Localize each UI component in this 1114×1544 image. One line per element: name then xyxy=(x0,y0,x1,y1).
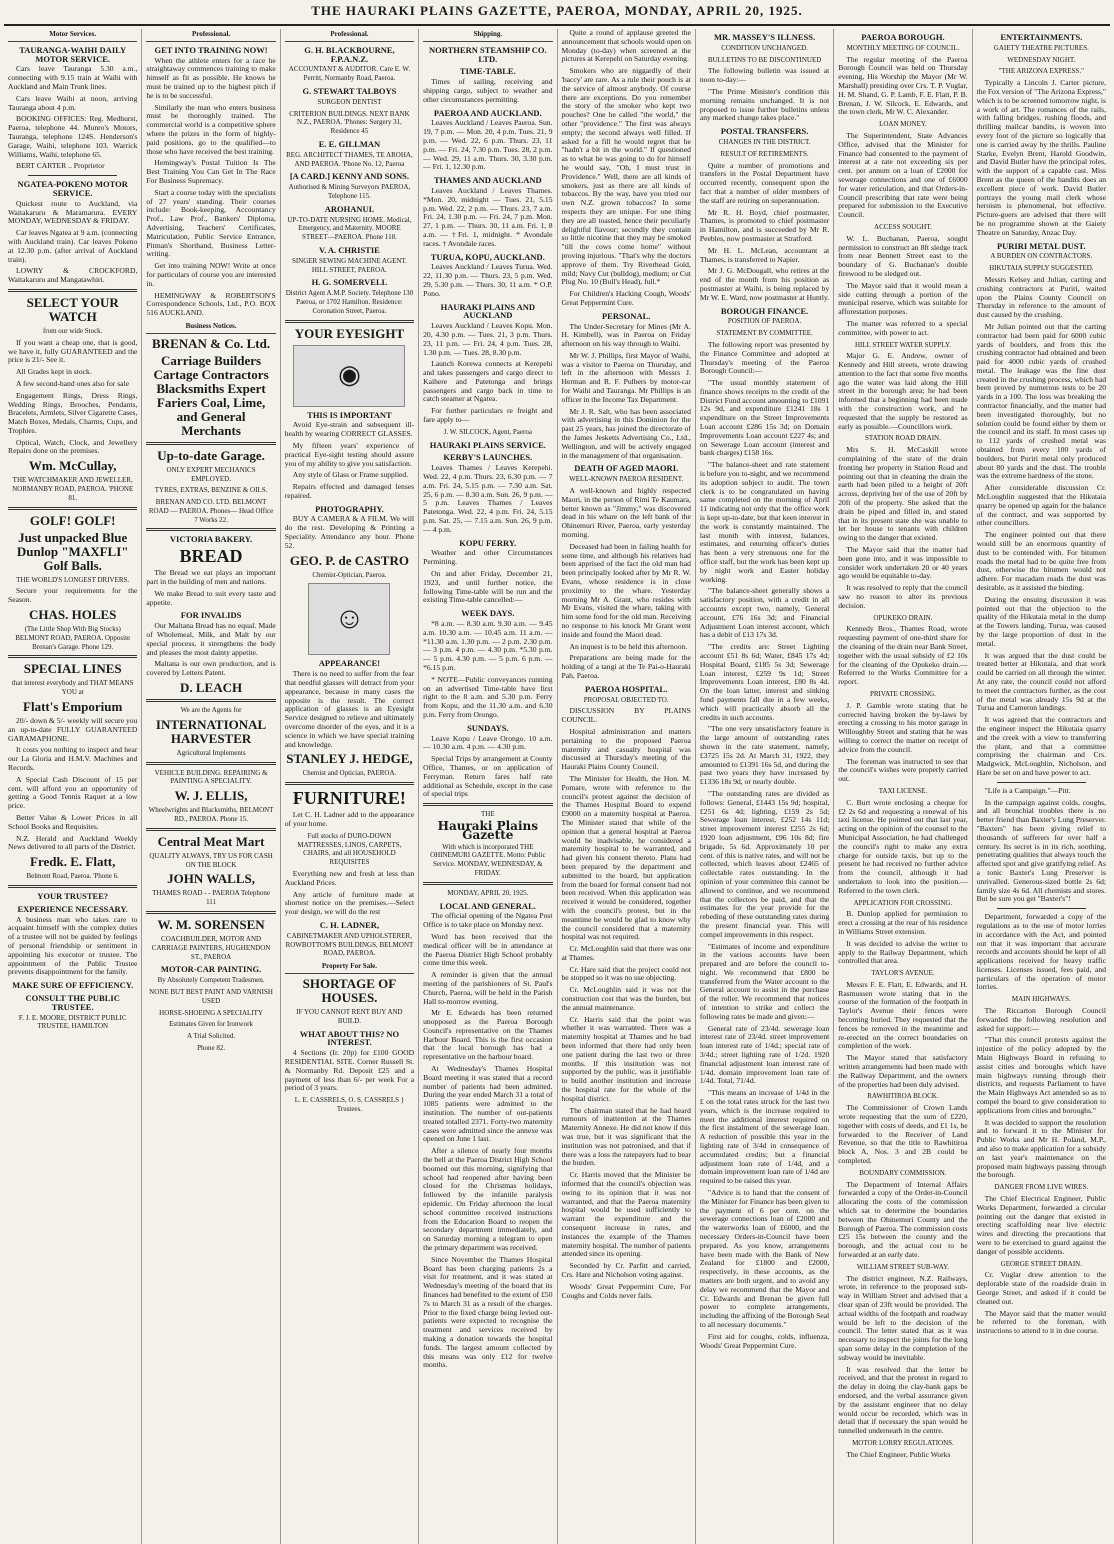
ad-title: FURNITURE! xyxy=(292,788,406,809)
ad-text: Special Trips by arrangement at County Office, Thames, or on application of Ferryman. Return fares half rate additional as Schedule, except in the case of special trips xyxy=(423,754,553,799)
article-text: The Superintendent, State Advances Office, advised that the Minister for Finance had consented to the payment of interest at a rate not exceeding six per cent. per annum on a loan of £2000 for sewerage connections and one of £6000 for water reticulation, and that Orders-in-Council prescribing that rate were being prepared for submission to the Executive Council. xyxy=(838,130,968,220)
ad-subtitle: UP-TO-DATE NURSING HOME. Medical, Emergency, and Maternity. MOORE STREET—PAEROA. Phone 118. xyxy=(287,215,412,242)
ad-title: Flatt's Emporium xyxy=(23,699,123,715)
ad-subtitle: Phone 82. xyxy=(197,1043,226,1052)
article-text: Word has been received that the medical officer will be in attendance at the Paeroa District High School probably come time this week. xyxy=(423,931,553,968)
article-text: Messrs F. E. Flatt, E. Edwards, and H. Rasmussen wrote stating that in the course of the formation of the footpath in Taylor's Avenue their fences were becoming buried. They requested that the fences be removed in the meantime and re-erected on the correct boundaries on completion of the work. xyxy=(838,979,968,1051)
article-text: Hospital administration and matters pertaining to the proposed Paeroa maternity and casualty hospital was discussed at Thursday's meeting of the Hauraki Plains County Council. xyxy=(561,726,691,772)
ad-heading: APPEARANCE! xyxy=(318,658,381,669)
article-text: First aid for coughs, colds, influenza, Woods' Great Peppermint Cure. xyxy=(699,1331,830,1350)
ad-text: Leaves Auckland / Leaves Turua. Wed. 22, 11.30 p.m. — Thurs. 23, 5 p.m. Wed. 29, 5.30 p.m. — Thurs. 30, 11 a.m. * O.P. Pono. xyxy=(423,262,553,298)
ad-subtitle: Belmont Road, Paeroa. 'Phone 6. xyxy=(26,872,119,881)
article-text: The Mayor said that it would mean a side cutting through a portion of the municipal reserve, which was suitable for afforestation purposes. xyxy=(838,280,968,317)
column-6 xyxy=(696,29,834,1544)
ad-subtitle: L. E. CASSRELS, O. S. CASSRELS } Trustees. xyxy=(294,1096,405,1113)
ad-text: The Bread we eat plays an important part in the building of men and nations. xyxy=(146,568,276,587)
ad-text: On and after Friday, December 21, 1923, and until further notice, the following Time-table will be run and the existing Time-table cancelled:— xyxy=(423,569,553,605)
ad-text: Avoid Eye-strain and subsequent ill-health by wearing CORRECT GLASSES. xyxy=(284,420,415,439)
column-1 xyxy=(4,29,142,1544)
ad-title: Wm. McCullay, xyxy=(28,458,117,474)
article-subheading: POSITION OF PAEROA. xyxy=(727,317,802,326)
ad-heading: MAKE SURE OF EFFICIENCY. xyxy=(12,980,134,991)
article-text: Mr J. G. McDougall, who retires at the end of the month from his position as postmaster at Waihi, is being replaced by Mr W. E. Ward, now postmaster at Huntly. xyxy=(699,266,830,302)
article-text: The foreman was instructed to see that the council's wishes were properly carried out. xyxy=(838,756,968,784)
article-heading: PURIRI METAL DUST. xyxy=(996,240,1086,251)
ad-text: 20/- down & 5/- weekly will secure you an up-to-date FULLY GUARANTEED GARAMAPHONE. xyxy=(8,716,138,743)
ad-heading: WEEK DAYS. xyxy=(461,608,515,619)
section-heading: Shipping. xyxy=(423,29,552,42)
article-text: Major G. E. Andrew, owner of Kennedy and Hill streets, wrote drawing attention to the fact that some five months ago the water was laid along the Hill street in the borough area; he had been informed that a beginning had been made with the construction work, and he requested that the supply be restored as early as possible.—Councillors work. xyxy=(838,351,968,431)
ad-heading: GET INTO TRAINING NOW! xyxy=(154,44,268,55)
ad-heading: THAMES AND AUCKLAND xyxy=(433,175,542,186)
ad-heading: HAURAKI PLAINS SERVICE. xyxy=(429,439,546,450)
ad-text: Any article of furniture made at shortest notice on the premises.—Select your design, we will do the rest xyxy=(284,889,415,917)
ad-heading: FOR INVALIDS xyxy=(180,610,242,621)
article-heading: DEATH OF AGED MAORI. xyxy=(574,463,679,474)
ad-text: N.Z. Herald and Auckland Weekly News delivered to all parts of the District. xyxy=(8,833,138,852)
article-text: In the campaign against colds, coughs, and all bronchial troubles there is no better friend than Baxter's Lung Preserver. "Baxters" has been giving relief to thousands of sufferers for over half a century. Its secret is in its rich, soothing, penetrating qualities that always touch the affected spot and give gratifying relief. As a tonic Baxter's Lung Preserver is unrivalled. Generous-sized bottle 2s 6d; family size 4s 6d. All chemists and stores. But be sure you get "Baxter's"! xyxy=(976,797,1106,904)
article-text: "Advice is to hand that the consent of the Minister for Finance has been given to the payment of 6 per cent. on the sewerage connections loan of £2000 and the waterworks loan of £6000, and the necessary Orders-in-Council have been prepared. As you know, arrangements have been made with the Bank of New Zealand for £1800 and £2000, respectively, in these accounts, as the matters are both urgent, and to avoid any delay we recommend that the Mayor and Cr. Edwards and Brenan be given full power to complete arrangements, including the affixing of the Borough Seal to all necessary documents." xyxy=(699,1188,830,1329)
article-text: "Life is a Campaign."—Pitt. xyxy=(984,785,1071,795)
ad-text: A business man who takes care to acquaint himself with the complex duties of a trustee will not be guided by feelings of personal friendship or sentiment in appointing his executor or trustee. The appointment of the Public Trustee prevents disappointment for the family. xyxy=(8,914,138,977)
ad-heading: C. H. LADNER, xyxy=(319,920,380,930)
ad-text: There is no need to suffer from the fear that needful glasses will detract from your appearance, because in many cases the opposite is the result. The correct application of glasses is an Eyesight Service designed to relieve and ultimately overcome disorder of the eyes, and it is a science in which we have special training and knowledge. xyxy=(284,669,415,749)
ad-title: BREAD xyxy=(179,546,243,567)
article-text: For Children's Hacking Cough, Woods' Great Peppermint Cure. xyxy=(561,289,691,307)
article-text: "The balance-sheet generally shows a satisfactory position, with a credit in all accounts except two, namely, General account, £76 16s 3d; and Financial Adjustment Loan interest account, which has a debit of £13 17s 3d. xyxy=(699,586,830,640)
article-text: Kennedy Bros., Thames Road, wrote requesting payment of one-third share for the cleaning of the drain near Bank Street, together with the usual subsidy of £2 10s for the cleaning of the Opukeko drain.—Referred to the Works Committee for a report. xyxy=(838,624,968,687)
ad-title: JOHN WALLS, xyxy=(167,871,256,887)
ad-heading: TURUA, KOPU, AUCKLAND. xyxy=(430,251,545,262)
ad-subtitle: Full stocks of DURO-DOWN MATTRESSES, LINOS, CARPETS, CHAIRS, and all HOUSEHOLD REQUISITES xyxy=(297,831,402,867)
article-subheading: PROPOSAL OBJECTED TO. xyxy=(583,695,669,704)
ad-text: Weather and other Circumstances Permitting. xyxy=(423,548,553,567)
ad-text: LOWRY & CROCKFORD, Waitakaruru and Mangatawhiri. xyxy=(8,266,138,285)
ad-subtitle: Authorised & Mining Surveyors PAEROA, Telephone 115. xyxy=(288,183,411,200)
article-heading: ENTERTAINMENTS. xyxy=(1000,32,1083,42)
article-text: Messrs Kelsey and Julian, carting and crushing contractors at Puriri, waited upon the Plains County Council on Thursday in reference to the amount of dust caused by the crushing. xyxy=(976,274,1106,320)
ad-text: 4 Sections (Ir. 20p) for £100 GOOD RESIDENTIAL SITE. Corner Russell St. & Normanby Rd. Deposit £25 and a payment of less than 6/- per week For a period of 3 years. xyxy=(284,1048,415,1093)
newspaper-logo: Hauraki Plains Gazette xyxy=(437,818,538,842)
ad-text: Cars leave Tauranga 5.30 a.m., connecting with 9.15 train at Waihi with Auckland and Main Trunk lines. xyxy=(8,64,138,91)
article-subheading: CHANGES IN THE DISTRICT. xyxy=(718,137,811,146)
ad-subtitle: (The Little Shop With Big Stocks) BELMONT ROAD, PAEROA. Opposite Brenan's Garage. Phone 129. xyxy=(15,625,131,651)
ad-title: Up-to-date Garage. xyxy=(157,447,265,463)
article-subheading: GAIETY THEATRE PICTURES. xyxy=(993,43,1089,52)
article-text: The Under-Secretary for Mines (Mr A. H. Kimbell), was in Paeroa on Friday afternoon on his way through to Waihi. xyxy=(561,321,691,349)
article-text: Woods' Great Peppermint Cure, For Coughs and Colds never fails. xyxy=(561,1281,691,1300)
ad-text: Leave Kopu / Leave Orongo. 10 a.m. — 10.30 a.m. 4 p.m. — 4.30 p.m. xyxy=(423,733,553,752)
article-text: A well-known and highly respected Maori, in the person of Rimi Te Kaumara, better known as "Jimmy," was discovered dead in his whare on the left bank of the Ohinemuri River, Paeroa, early yesterday morning. xyxy=(561,486,691,540)
article-text: Mrs S. H. McCaskill wrote complaining of the state of the drain fronting her property in Station Road and pointing out that in cleaning the drain the earth had been piled to a height of 20ft across, depriving her of the use of 20ft by 20ft of the property. She asked that the drain be piped and filled in, and stated that in its present state she was unable to let her house to tenants with children owing to the danger that existed. xyxy=(838,445,968,543)
article-subheading: BOUNDARY COMMISSION. xyxy=(859,1168,947,1177)
article-subheading: BULLETINS TO BE DISCONTINUED xyxy=(707,55,822,64)
article-text: The engineer pointed out that there would still be an enormous quantity of dust to be contended with. For bitumen roads the metal had to be quite free from dust, otherwise the bitumen would not adhere. For macadam roads the dust was desirable, as it assisted the binding. xyxy=(976,530,1106,593)
ad-subtitle: We are the Agents for xyxy=(180,706,242,715)
article-text: Mr R. H. Boyd, chief postmaster, Thames, is promoted to chief postmaster in Hamilton, and is succeeded by Mr R. Peebles, now postmaster at Stratford. xyxy=(699,207,830,243)
article-text: It was resolved that the letter be received, and that the protest in regard to the delay in doing the clay-bank gaps be endorsed, and the verbal assurance given by the assistant engineer that no delay would occur be recorded, which was in detail that if necessary the span would be tunnelled underneath in the centre. xyxy=(838,1364,968,1436)
article-text: "Estimates of income and expenditure in the various accounts have been prepared and are before the council to-night. We recommend that £800 be transferred from the Water account to the General account to assist in the purchase of the roller. We recommend that notices of intention to strike and collect the following rates be made and given:— xyxy=(699,941,830,1021)
article-subheading: WILLIAM STREET SUB-WAY. xyxy=(856,1262,950,1271)
ad-title: Carriage Builders Cartage Contractors Blacksmiths Expert Fariers Coal, Lime, and General Merchants xyxy=(153,352,269,438)
ad-subtitle: A Trial Solicited. xyxy=(187,1032,236,1041)
article-text: DISCUSSION BY PLAINS COUNCIL. xyxy=(561,706,691,725)
section-heading: Professional. xyxy=(146,29,275,42)
ad-text: Times of sailing, receiving and shipping cargo, subject to weather and other circumstances permitting. xyxy=(423,77,553,104)
ad-heading: EXPERIENCE NECESSARY. xyxy=(17,903,128,914)
article-subheading: A BURDEN ON CONTRACTORS. xyxy=(990,252,1093,261)
article-text: An inquest is to be held this afternoon. xyxy=(569,641,688,651)
article-text: The Chief Electrical Engineer, Public Works Department, forwarded a circular pointing out the danger that existed in erecting scaffolding near live electric wires and directing the precautions that were to be exercised to guard against the danger of possible accidents. xyxy=(976,1194,1106,1256)
article-text: Cr. Harris moved that the Minister be informed that the council's objection was owing to its opinion that it was not warranted, and that the Paeroa maternity hospital would be used sufficiently to warrant the expenditure and the consequent increase in rates, and instances the example of the Thames maternity hospital. The number of patients attended since its opening. xyxy=(561,1170,691,1259)
ad-heading: YOUR TRUSTEE? xyxy=(37,891,109,901)
article-subheading: MOTOR LORRY REGULATIONS. xyxy=(852,1438,954,1447)
ad-title: W. M. SORENSEN xyxy=(157,917,265,933)
column-4 xyxy=(419,29,557,1544)
article-subheading: APPLICATION FOR CROSSING. xyxy=(853,898,953,907)
ad-text: *8 a.m. — 8.30 a.m. 9.30 a.m. — 9.45 a.m. 10.30 a.m. — 10.45 a.m. 11 a.m. — *11.30 a.m. 1.30 p.m. — 2 p.m. 2.30 p.m. — 3 p.m. 4 p.m. — 4.30 p.m. *5.30 p.m. — 5 p.m. 4.30 p.m. — 5 p.m. 6 p.m. — *6.15 p.m. xyxy=(423,619,553,672)
portrait-illustration xyxy=(308,583,390,655)
ad-subtitle: SURGEON DENTIST xyxy=(317,97,382,106)
ad-subtitle: Estimates Given for Ironwork xyxy=(169,1020,253,1029)
ad-text: Everything new and fresh at less than Auckland Prices. xyxy=(284,869,415,887)
article-text: A reminder is given that the annual meeting of the parishioners of St. Paul's Church, Paeroa, will be held in the Parish Hall to-morrow evening. xyxy=(423,970,553,1006)
article-subheading: WEDNESDAY NIGHT. xyxy=(1007,55,1076,64)
ad-heading: HAURAKI PLAINS AND AUCKLAND xyxy=(440,301,536,321)
ad-text: Similarly the man who enters business must be thoroughly trained. The commercial world is a competitive sphere where the prizes in the form of highly-paid positions, go to the qualified—to those who have received the best training. xyxy=(146,102,276,156)
ad-text: Repairs effected and damaged lenses repaired. xyxy=(284,482,415,500)
ad-subtitle: Chemist-Optician, Paeroa. xyxy=(312,570,387,579)
eye-illustration xyxy=(293,345,405,407)
ad-text: BUY A CAMERA & A FILM. We will do the rest. Developing & Printing a Speciality. Attendance any hour. Phone 52. xyxy=(284,514,415,550)
ad-heading: PHOTOGRAPHY. xyxy=(315,503,384,514)
ad-text: Leaves Auckland / Leaves Thames. *Mon. 20, midnight — Tues. 21, 5.15 p.m. Wed. 22, 2 p.m. — Thurs. 23, 7 a.m. Fri. 24, 1.30 p.m. — Fri. 24, 7 p.m. Mon. 27, 1 p.m. — Thurs. 30, 11 a.m. Fri. 1, 8 a.m. — †Fri. 1, midnight. * Avondale races. † Avondale races. xyxy=(423,185,553,248)
article-heading: POSTAL TRANSFERS. xyxy=(720,126,809,137)
ad-title: D. LEACH xyxy=(180,680,243,696)
article-text: "That this council protests against the injustice of the policy adopted by the Main Highways Board in refusing to assist cities and boroughs which have main highways running through their districts, and requests Parliament to have the Main Highways Act amended so as to compel the board to give consideration to applications from cities and boroughs." xyxy=(976,1035,1106,1115)
ad-subtitle: ONLY EXPERT MECHANICS EMPLOYED. xyxy=(166,465,256,483)
article-text: Cr. Vuglar drew attention to the deplorable state of the roadside drain in George Street, and asked if it could be cleaned out. xyxy=(976,1270,1106,1306)
section-heading: Professional. xyxy=(285,29,414,42)
ad-subtitle: Chemist and Optician, PAEROA. xyxy=(302,769,397,778)
article-text: The matter was referred to a special committee, with power to act. xyxy=(838,318,968,337)
ad-text: When the athlete enters for a race he straightaway commences training to make himself as fit as possible. He knows he must be trained up to the highest pitch if he is to be successful. xyxy=(146,55,276,100)
ad-text: Leaves Auckland / Leaves Kopu. Mon. 20, 4.30 p.m. — Tues. 21, 3 p.m. Thurs. 23, 11 p.m. — Fri. 24, 4 p.m. Tues. 28, 1.30 p.m. — Tues. 28, 8.30 p.m. xyxy=(423,321,553,357)
article-text: Department, forwarded a copy of the regulations as to the use of motor lorries in accordance with the Act, and pointed out that it was important that accurate records and accounts should be kept of all applications received for heavy traffic licenses. Licenses issued, fees paid, and particulars of the operation of motor lorries. xyxy=(976,912,1106,992)
ad-title: W. J. ELLIS, xyxy=(174,788,248,804)
article-text: After a silence of nearly four months the bell at the Paeroa District High School boomed out this morning, signifying that school had reopened after having been closed for the Christmas holidays, followed by the infantile paralysis epidemic. On Friday afternoon the local school committee received instructions from the Education Board to reopen the secondary department immediately, and on Saturday morning a telegram to open the primary department was received. xyxy=(423,1146,553,1253)
ad-text: We make Bread to suit every taste and appetite. xyxy=(146,588,276,607)
article-text: Mr J. R. Salt, who has been associated with advertising in this Dominion for the past 25 years, has joined the directorate of the James Jesketts Advertising Co., Ltd., Wellington, and will be actively engaged in the management of that organisation. xyxy=(561,406,691,460)
ad-title: SPECIAL LINES xyxy=(23,661,122,677)
ad-text: BOOKING OFFICES: Reg. Medhurst, Paeroa, telephone 44. Munro's Motors, Tauranga, telephone 124S. Henderson's Garage, Waihi, telephone 103. Warrick Williams, Waihi, telephone 65. xyxy=(8,114,138,159)
ad-text: Let C. H. Ladner add to the appearance of your home. xyxy=(284,810,415,829)
ad-title: Central Meat Mart xyxy=(157,833,265,849)
ad-text: HEMINGWAY & ROBERTSON'S Correspondence Schools, Ltd., P.O. BOX 516 AUCKLAND. xyxy=(146,290,276,318)
ad-text: Start a course today with the specialists of 27 years' standing. Their courses include: Book-keeping, Accountancy Prof., Law Prof., Bankers' Diploma, Advertising, Teachers' Certificates, Matriculation, Public Service Entrance, Pitman's Shorthand, Business Letter-writing. xyxy=(146,187,276,259)
article-text: The following report was presented by the Finance Committee and adopted at Thursday's meeting of the Paeroa Borough Council:— xyxy=(699,339,830,376)
ad-text: Leaves Auckland / Leaves Paeroa. Sun. 19, 7 p.m. — Mon. 20, 4 p.m. Tues. 21, 9 p.m. — Wed. 22, 6 p.m. Thurs. 23, 11 p.m. — Fri. 24, 7.30 p.m. Tues. 28, 2 p.m. — Wed. 29, 11 a.m. Thurs. 30, 3.30 p.m. — Fri. 1, 12.30 p.m. xyxy=(423,118,553,172)
article-text: During the ensuing discussion it was pointed out that the objection to the quality of the Hikutaia metal in the dump at the Towers landing, Turua, was caused by the large proportion of dust in the metal. xyxy=(976,594,1106,648)
ad-heading: SUNDAYS. xyxy=(467,722,509,733)
article-text: "The credits are: Street Lighting account £51 8s 6d; Water, £845 17s 4d; Hospital Board, £185 5s 3d; Sewerage Loan interest, £259 9s 1d; Street Improvements Loan interest, £80 8s 4d. On the loan latter, interest and sinking fund payments fall due in a few weeks, which will practically absorb all the credits in such accounts. xyxy=(699,642,830,722)
article-subheading: RAWHITIROA BLOCK. xyxy=(867,1092,939,1101)
article-subheading: TAYLOR'S AVENUE. xyxy=(871,969,935,978)
ad-title: BRENAN & Co. Ltd. xyxy=(152,335,271,351)
ad-text: Quickest route to Auckland, via Waitakaruru & Maramarura. EVERY MONDAY, WEDNESDAY & FRIDAY. xyxy=(8,198,138,226)
ad-text: If you want a cheap one, that is good, we have it, fully GUARANTEED and the price is 21/- See it. xyxy=(8,337,138,365)
ad-title: CHAS. HOLES xyxy=(28,607,117,623)
article-text: The Mayor said that the matter would be referred to the foreman, with instructions to attend to it in due course. xyxy=(976,1308,1106,1336)
ad-title: Just unpacked Blue Dunlop "MAXFLI" Golf Balls. xyxy=(16,529,129,573)
article-text: Preparations are being made for the holding of a tangi at the Te Pai-o-Hauraki Pah, Paeroa. xyxy=(561,653,691,680)
ad-title: GEO. P. de CASTRO xyxy=(289,552,409,568)
ad-text: Our Maltana Bread has no equal. Made of Wholemeal, Milk, and Malt by our special process, it strengthens the body and pleases the most dainty appetite. xyxy=(146,621,276,657)
article-heading: PAEROA BOROUGH. xyxy=(861,32,945,42)
article-text: The official opening of the Ngatea Post Office is to take place on Monday next. xyxy=(423,911,553,930)
ad-heading: NGATEA-POKENO MOTOR SERVICE. xyxy=(17,179,128,198)
article-text: General rate of 23/4d. sewerage loan interest rate of 23/4d. street improvement loan interest rate of 1/4d.; special rate of 3/4d.; street lighting rate of 1/2d. 1920 financial adjustment loan interest rate of 1/4d. domain improvement loan rate of 1/4d. Total, 71/4d. xyxy=(699,1023,830,1086)
ad-title: YOUR EYESIGHT xyxy=(294,325,405,341)
ad-subtitle: VEHICLE BUILDING. REPAIRING & PAINTING A SPECIALITY. xyxy=(154,768,268,786)
article-text: Mr Julian pointed out that the carting contractor had been paid for 6000 cubic yards of boulders, and from this the crushing contractor had obtained and been paid for 4000 cubic yards of crushed metal. The leakage was the fine dust created in the crushing process, which had been proved by numerous tests to be 20 yards in a 100. The loss was breaking the contractor financially, and the matter had been investigated thoroughly, but no solution could be found either by them or the council and its staff. In most cases up to 112 yards of crushed metal was obtained from every 100 yards of boulders, but Puriri metal only produced about 80 yards and the dust. The trouble was the extreme hardness of the stone. xyxy=(976,321,1106,481)
article-text: Quite a round of applause greeted the announcement that schools would open on Monday (to-day) when screened at the pictures at Kerepehi on Saturday evening. xyxy=(561,29,691,64)
ad-subtitle: THE xyxy=(481,810,495,819)
section-heading: Property For Sale. xyxy=(285,961,414,974)
article-text: It was agreed that the contractors and the engineer inspect the Hikutaia quarry and the creek with a view to transferring the plant, and that a committee comprising the chairman and Crs. Madgwick, McLoughlin, Nicholson, and Hare be set on and have power to act. xyxy=(976,715,1106,777)
article-text: B. Dunlop applied for permission to erect a crossing at the rear of his residence in Williams Street extension. xyxy=(838,909,968,936)
ad-title: SHORTAGE OF HOUSES. xyxy=(302,975,397,1005)
ad-subtitle: REG. ARCHITECT THAMES, TE AROHA, AND PAEROA. 'Phone No. 12, Paeroa xyxy=(286,150,413,168)
article-text: The Commissioner of Crown Lands wrote requesting that the sum of £220, together with costs of deeds, and £1 1s, be forwarded to the Receiver of Land Revenue, so that the title to Rawhitiroa block A, Nos. 3 and 2B could be completed. xyxy=(838,1103,968,1166)
ad-text: A Special Cash Discount of 15 per cent. will afford you an opportunity of getting a Good Tennis Raquet at a low price. xyxy=(8,774,138,811)
article-subheading: PRIVATE CROSSING. xyxy=(869,689,936,698)
article-text: Smokers who are niggardly of their 'baccy' are rare. As a rule their pouch is at the service of almost anybody. Of course there are exceptions. Do you remember the story of the smoker who kept two pouches? One he called "the world," the other "providence." The first was always empty; the second always well filled. If asked for a fill he would regret that he "hadn't a bit in the world." If questioned as to what he was going to do for himself he would say, "Oh, I must trust in Providence." Well, there are all kinds of smokers, just as there are all kinds of tobaccos. By the way, have you tried our own N.Z. grown tobaccos? In some respects they are unique. For one thing they are all toasted, hence their peculiarly delightful flavour; secondly they contain so little nicotine that they may be smoked "till the cows come home" without proving injurious. "That's why the doctors approve of them. Try Riverhead Gold, mild; Navy Cut (bulldog), medium; or Cut Plug No. 10 (Bull's Head), full.* xyxy=(561,66,691,287)
section-heading: Business Notices. xyxy=(146,321,275,334)
ad-text: My fifteen years' experience of practical Eye-sight testing should assure you of my ability to give you satisfaction. xyxy=(284,440,415,468)
ad-subtitle: District Agent A.M.P. Society. Telephone 130 Paeroa, or 1702 Hamilton. Residence: Coronation Street, Paeroa. xyxy=(285,289,414,315)
article-subheading: GEORGE STREET DRAIN. xyxy=(1000,1259,1082,1268)
ad-subtitle: NONE BUT BEST PAINT AND VARNISH USED xyxy=(149,988,273,1005)
ad-heading: VICTORIA BAKERY. xyxy=(169,534,253,545)
ad-subtitle: QUALITY ALWAYS, TRY US FOR CASH ON THE BLOCK xyxy=(149,851,273,869)
article-text: Deceased had been in failing health for some time, and although his relatives had been apprised of the fact the old man had been principally looked after by Mr R. W. Evans, whose residence is in close proximity to the whare. Yesterday morning Mr A. Grant, who resides with Mr Evans, visited the whare, taking with him some food for the old man. Receiving no response to his knock Mr Grant went inside and found the Maori dead. xyxy=(561,541,691,639)
ad-heading: AROHANUI. xyxy=(324,203,375,214)
ad-subtitle: THE WORLD'S LONGEST DRIVERS. xyxy=(16,575,130,584)
article-subheading: MAIN HIGHWAYS. xyxy=(1011,995,1071,1004)
ad-heading: MOTOR-CAR PAINTING. xyxy=(160,964,262,975)
ad-text: Get into training NOW! Write at once for particulars of course you are interested in. xyxy=(146,261,276,288)
ad-text: A few second-hand ones also for sale xyxy=(16,378,130,388)
ad-subtitle: that interest everybody and THAT MEANS YOU at xyxy=(11,679,134,697)
ad-heading: PAEROA AND AUCKLAND. xyxy=(433,107,542,118)
article-subheading: CONDITION UNCHANGED. xyxy=(721,43,808,52)
eye-icon: ◉ xyxy=(338,360,361,390)
ad-text: BERT CARTER .. Proprietor xyxy=(16,161,105,171)
ad-heading: KOPU FERRY. xyxy=(459,537,517,548)
article-heading: BOROUGH FINANCE. xyxy=(720,305,809,316)
ad-subtitle: ACCOUNTANT & AUDITOR. Care E. W. Perritt, Normanby Road, Paeroa. xyxy=(288,65,411,83)
ad-text: For further particulars re freight and fare apply to— xyxy=(423,406,553,425)
ad-text: Cars leave Waihi at noon, arriving Tauranga about 4 p.m. xyxy=(8,93,138,112)
section-heading: Motor Services. xyxy=(8,29,137,42)
ad-heading: H. G. SOMERVELL xyxy=(311,277,388,288)
article-text: Typically a Lincoln J. Carter picture, the Fox version of "The Arizona Express," which is to be screened tomorrow night, is a work of art. The romances of the rails, with falling bridges, rushing floods, and thrilling mailcar bandits, is woven into every foot of the picture so logically that one is carried away by the thrills. Pauline Starke, Evelyn Brent, Harold Goodwin, and David Butler have the principal roles, with the support of a capable cast. Miss Brent as the queen of the bandits does an excellent piece of work. David Butler portrays the young mail clerk whose heroism is phenomenal, but effective. Picture-goers are advised that there will be no programme shown at the Gaiety Theatre on Saturday, Anzac Day. xyxy=(976,78,1106,237)
ad-text: Hemingway's Postal Tuition Is The Best Training You Can Get In The Race For Business Supremacy. xyxy=(146,158,276,185)
article-subheading: HIKUTAIA SUPPLY SUGGESTED. xyxy=(989,264,1094,273)
ad-subtitle: IF YOU CANNOT RENT BUY AND BUILD. xyxy=(296,1007,403,1025)
article-text: After considerable discussion Cr. McLoughlin suggested that the Hikutaia quarry be opened up again for the balance of the contract, and was supported by other councillors. xyxy=(976,483,1106,528)
ad-title: Fredk. E. Flatt, xyxy=(30,854,116,870)
article-text: It was argued that the dust could be treated better at Hikutaia, and that work could be carried on all through the winter. At any rate, the council could not afford to meet the contractors further, as the cost of the metal was already 15s 9d at the Turua and Cameron landings. xyxy=(976,650,1106,713)
column-5 xyxy=(558,29,696,1544)
article-subheading: MONTHLY MEETING OF COUNCIL. xyxy=(846,43,960,52)
article-subheading: RESULT OF RETIREMENTS. xyxy=(720,149,809,158)
ad-text: Secure your requirements for the Season. xyxy=(8,586,138,605)
ad-title: SELECT YOUR WATCH xyxy=(26,294,119,324)
article-text: Seconded by Cr. Parfitt and carried, Crs. Hare and Nicholson voting against. xyxy=(561,1261,691,1279)
article-text: Since November the Thames Hospital Board has been charging patients 2s a visit for treatment, and it was stated at Wednesday's meeting of the board that its finances had benefited to the extent of £50 7s to March 31 as a result of the charges. Prior to the fixed charge being levied out-patients were expected to recognise the treatment and services received by making a donation towards the hospital funds. The largest amount collected by this means was only £12 for twelve months. xyxy=(423,1254,553,1370)
article-text: The Riccarton Borough Council forwarded the following resolution and asked for support:— xyxy=(976,1006,1106,1033)
ad-text: Car leaves Ngatea at 9 a.m. (connecting with Auckland train). Car leaves Pokeno at 12.30 p.m. (after arrival of Auckland train). xyxy=(8,228,138,264)
ad-title: INTERNATIONAL HARVESTER xyxy=(155,716,267,746)
article-subheading: ACCESS SOUGHT. xyxy=(874,222,932,231)
article-text: The Mayor stated that satisfactory written arrangements had been made with the Railway Department, and the owners of the properties had been duly advised. xyxy=(838,1053,968,1089)
article-subheading: OPUKEKO DRAIN. xyxy=(873,613,933,622)
article-text: "The outstanding rates are divided as follows: General, £1443 15s 9d; hospital, £251 6s 4d; lighting, £159 2s 5d; Sewerage loan interest, £252 14s 11d; street improvement interest £255 2s 6d; 1920 loan adjustment, £96 10s 8d; fire brigade, 5s 6d. Approximately 10 per cent. of this is native rates, and will not be collected, which leaves about £2465 of collectable rates outstanding. In the opinion of your committee this cannot be allowed to continue, and we recommend that the collectors be paid, and that the estimates for the year provide for the rebeding of these outstanding rates during the present financial year. This will compel improvements in this respect. xyxy=(699,788,830,939)
ad-text: Engagement Rings, Dress Rings, Wedding Rings, Brooches, Pendants, Bracelets, Armlets, Silver Cigarette Cases, Match Boxes, Medals, Charms, Cups, and Trophies. xyxy=(8,390,138,435)
ad-title: GOLF! GOLF! xyxy=(29,512,116,528)
article-subheading: DANGER FROM LIVE WIRES. xyxy=(994,1183,1089,1192)
ad-heading: TAURANGA-WAIHI DAILY MOTOR SERVICE. xyxy=(19,44,127,64)
ad-subtitle: J. W. SILCOCK, Agent, Paeroa xyxy=(443,427,532,436)
ad-subtitle: from our wide Stock. xyxy=(42,326,103,335)
ad-subtitle: HORSE-SHOEING A SPECIALITY xyxy=(159,1008,263,1017)
ad-text: All Grades kept in stock. xyxy=(16,367,92,377)
column-8 xyxy=(973,29,1110,1544)
ad-subtitle: F. J. E. MOORE, DISTRICT PUBLIC TRUSTEE, HAMILTON xyxy=(18,1013,127,1031)
article-text: J. P. Gamble wrote stating that he corrected having broken the by-laws by erecting a crossing to his motor garage in Willoughby Street and stating that he was willing to correct the matter on receipt of advice from the council. xyxy=(838,700,968,754)
ad-heading: TIME-TABLE. xyxy=(459,66,516,77)
article-text: "The Prime Minister's condition this morning remains unchanged. It is not proposed to issue further bulletins unless any marked change takes place." xyxy=(699,86,830,123)
article-text: The regular meeting of the Paeroa Borough Council was held on Thursday evening, His Worship the Mayor (Mr W. Marshall) presiding over Crs. T. P. Vuglar, H. M. Shand, G. P. Lamb, F. E. Flatt, P. B. Brenan, J. W. Silcock, E. Edwards, and the town clerk, Mr W. C. Alexander. xyxy=(838,54,968,117)
ad-heading: E. E. GILLMAN xyxy=(318,138,381,149)
article-subheading: TAXI LICENSE. xyxy=(878,786,928,795)
ad-subtitle: THE WATCHMAKER AND JEWELLER, NORMANBY ROAD, PAEROA. 'PHONE 81. xyxy=(12,476,134,502)
ad-text: Maltana is our own production, and is covered by Letters Patent. xyxy=(146,659,276,678)
column-7 xyxy=(834,29,972,1544)
article-text: Mr W. J. Phillips, first Mayor of Waihi, was a visitor to Paeroa on Thursday, and left in the afternoon with Messrs J. Herman and R. F. Pulbers by motor-car for Waihi and Tauranga. Mr Phillips is an officer in the Income Tax Department. xyxy=(561,350,691,404)
article-text: The Chief Engineer, Public Works xyxy=(846,1449,951,1459)
ad-text: Launch Korewa connects at Kerepehi and takes passengers and cargo direct to Kaihere and Patetonga and brings passengers and cargo back in time to catch steamer at Ngatea. xyxy=(423,359,553,404)
ad-heading: CONSULT THE PUBLIC TRUSTEE. xyxy=(25,992,120,1012)
ad-heading: KERBY'S LAUNCHES. xyxy=(443,452,533,463)
ad-subtitle: SINGER SEWING MACHINE AGENT. HILL STREET, PAEROA. xyxy=(291,256,407,274)
article-text: Mr E. Edwards has been returned unopposed as the Paeroa Borough Council's representative on the Thames Harbour Board. This is the first occasion that the local borough has had a representative on the harbour board. xyxy=(423,1008,553,1062)
article-text: The Minister for Health, the Hon. M. Pomare, wrote with reference to the council's protest against the decision of the Thames Hospital Board to expend £9000 on a maternity hospital at Paeroa. The Minister stated that while of the opinion that a general hospital at Paeroa would be inadvisable, he considered a maternity hospital to be warranted, and had given his consent thereto. Plans had been prepared by the department and submitted to the board, but application from the board for formal consent had not been received. When this application was received it would be considered, together with the council's protest, but in the meantime he would be glad to know why the council considered that a maternity hospital was not required. xyxy=(561,773,691,942)
ad-subtitle: By Absolutely Competent Tradesmen. xyxy=(157,976,265,985)
article-text: Quite a number of promotions and transfers in the Postal Department have occurred recently, consequent upon the fact that a number of older members of the staff are retiring on superannuation. xyxy=(699,160,830,205)
ad-subtitle: Agricultural Implements xyxy=(176,748,246,757)
ad-heading: G. STEWART TALBOYS xyxy=(302,85,397,96)
column-3 xyxy=(281,29,419,1544)
ad-subtitle: BRENAN AND CO. LTD. BELMONT ROAD — PAEROA. Phones— Head Office 7 Works 22. xyxy=(148,498,274,524)
article-text: At Wednesday's Thames Hospital Board meeting it was stated that a record number of patients had been admitted. During the year ended March 31 a total of 1085 patients were admitted to the institution. The number of out-patients treated totalled 2371. Forty-two maternity cases were admitted since the annexe was opened on June 1 last. xyxy=(423,1064,553,1144)
article-text: "The balance-sheet and rate statement is before you to-night, and we recommend its adoption subject to audit. The town clerk is to be congratulated on having same completed on the morning of April 11 indicating not only that the office work is kept up-to-date, but that keen interest in the work is constantly maintained. The last month with interest, balances, estimates, and returning officer's duties has been a very strenuous one for the office staff, but the work has been kept up by night work and Easter holiday working. xyxy=(699,460,830,584)
ad-heading: G. H. BLACKBOURNE, F.P.A.N.Z. xyxy=(304,44,395,64)
article-text: Cr. Hare said that the project could not be stopped so it was no use objecting. xyxy=(561,964,691,983)
ad-subtitle: THAMES ROAD - - PAEROA Telephone 111 xyxy=(152,889,271,907)
ad-heading: THIS IS IMPORTANT xyxy=(307,409,392,420)
article-text: The Department of Internal Affairs forwarded a copy of the Order-in-Council allocating the costs of the commission which sat to determine the boundaries between the Ohinemuri County and the Borough of Paeroa. The commission costs £25 15s between the county and the borough, and the actual cost to be forwarded at an early date. xyxy=(838,1179,968,1259)
article-subheading: "THE ARIZONA EXPRESS." xyxy=(998,67,1084,76)
dateline: MONDAY, APRIL 20, 1925. xyxy=(447,888,529,897)
article-subheading: STATION ROAD DRAIN. xyxy=(865,434,941,443)
ad-heading: WHAT ABOUT THIS? NO INTEREST. xyxy=(299,1028,400,1048)
column-2 xyxy=(142,29,280,1544)
article-text: W. L. Buchanan, Paeroa, sought permission to construct an 8ft sledge track from near Bennett Street east to the boundary of G. Buchanan's double firewood to be sledged out. xyxy=(838,233,968,278)
ad-subtitle: CABINETMAKER AND UPHOLSTERER, ROWBOTTOM'S BUILDINGS, BELMONT ROAD, PAEROA. xyxy=(285,931,414,958)
ad-text: It costs you nothing to inspect and hear our La Gloria and H.M.V. Machines and Records. xyxy=(8,745,138,773)
article-heading: PERSONAL. xyxy=(601,310,651,321)
article-heading: PAEROA HOSPITAL. xyxy=(585,683,668,694)
ad-text: Any style of Glass or Frame supplied. xyxy=(292,470,409,480)
article-text: C. Burt wrote enclosing a cheque for £2 2s 6d and requesting a renewal of his taxi license. He pointed out that last year, acting on the opinion of the counsel to the Municipal Association, he had challenged the council's right to make any extra charge for outside taxis, but up to the present he had received no further advice from the council, although it had undertaken to look into the position.—Referred to the town clerk. xyxy=(838,797,968,895)
article-subheading: HILL STREET WATER SUPPLY. xyxy=(854,340,951,349)
ad-text: Optical, Watch, Clock, and Jewellery Repairs done on the premises. xyxy=(8,437,138,456)
article-text: It was resolved to reply that the council saw no reason to alter its previous decision. xyxy=(838,583,968,610)
ad-subtitle: Wheelwrights and Blacksmiths, BELMONT RD., PAEROA. Phone 15. xyxy=(148,806,274,824)
article-text: The following bulletin was issued at noon to-day:— xyxy=(699,66,830,85)
ad-text: Leaves Thames / Leaves Kerepehi. Wed. 22, 4 p.m. Thurs. 23, 6.30 p.m. — 7 a.m. Fri. 24, 5.15 p.m. — 7.30 a.m. Sat. 25, 6 p.m. — 8.30 a.m. Sun. 26, 9 p.m. — 5 p.m. Leaves Thames / Leaves Patetonga. Wed. 22, 4 p.m. Fri. 24, 5.15 p.m. Sat. 25, — 7.15 a.m. Sun. 26, 9 p.m. — 4 p.m. xyxy=(423,463,553,534)
ad-title: STANLEY J. HEDGE, xyxy=(286,751,413,767)
portrait-icon: ☺ xyxy=(334,602,365,636)
columns xyxy=(4,29,1110,1544)
ad-heading: V. A. CHRISTIE xyxy=(319,244,380,255)
article-text: The district engineer, N.Z. Railways, wrote, in reference to the proposed sub-way in William Street and advised that a clear span of 23ft would be provided. The actual widths of the footpath and roadway would be left to the decision of the council. The letter stated that as it was necessary to inspect the joints for the long span some delay in the completion of the subway would be inevitable. xyxy=(838,1273,968,1362)
article-subheading: LOAN MONEY. xyxy=(879,120,927,129)
article-heading: MR. MASSEY'S ILLNESS. xyxy=(714,32,816,42)
article-text: "The one very unsatisfactory feature is the large amount of outstanding rates shown in the rate statement, namely, £3725 15s 2d. At March 31, 1922, they amounted to £1391 16s 5d, and during the past two years they have increased by £1336 18s 9d, or nearly double. xyxy=(699,724,830,787)
ad-text: * NOTE—Public conveyances running on an advertised Time-table have first right to the 8 a.m. and 5.30 p.m. Ferry from Kopu, and the 11.30 a.m. and 6.30 p.m. Ferry from Orongo. xyxy=(423,674,553,719)
article-text: The Mayor said that the matter had been gone into, and it was impossible to consider work undertaken 20 or 40 years ago would be equitable to-day. xyxy=(838,545,968,581)
article-text: Cr. McLoughlin said it was not the construction cost that was the burden, but the annual maintenance. xyxy=(561,985,691,1012)
ad-text: Better Value & Lower Prices in all School Books and Requisites. xyxy=(8,813,138,831)
ad-subtitle: COACHBUILDER, MOTOR AND CARRIAGE PAINTERS, HUGHENDON ST., PAEROA xyxy=(151,935,271,961)
article-subheading: STATEMENT BY COMMITTEE. xyxy=(716,329,813,338)
ad-subtitle: With which is incorporated THE OHINEMURI GAZETTE. Motto: Public Service. MONDAY, WEDNESDAY, & FRIDAY. xyxy=(430,842,546,877)
article-text: It was decided to advise the writer to apply to the Railway Department, which controlled that area. xyxy=(838,938,968,966)
article-text: Cr. McLoughlin said that there was one at Thames. xyxy=(561,944,691,962)
ad-heading: NORTHERN STEAMSHIP CO. LTD. xyxy=(429,44,547,64)
article-text: The chairman stated that he had heard rumours of inattention at the Thames Maternity Annexe. He did not know if this was true, but it was significant that the institution was not patronised, and that if there was a loss the ratepayers had to bear the burden. xyxy=(561,1105,691,1168)
ad-subtitle: CRITERION BUILDINGS. NEXT BANK N.Z., PAEROA. 'Phones: Surgery 31, Residence 45 xyxy=(289,109,410,136)
masthead: THE HAURAKI PLAINS GAZETTE, PAEROA, MONDAY, APRIL 20, 1925. xyxy=(4,0,1110,26)
article-text: Cr. Harris said that the point was whether it was warranted. There was a maternity hospital at Thames and he had been informed that there had only been one patient during the last two or three months. If this institution was not supported by the public, was it justifiable to build another institution and increase the hospital rate for the whole of the hospital district. xyxy=(561,1014,691,1103)
article-text: Mr H. L. McLean, accountant at Thames, is transferred to Napier. xyxy=(699,245,830,264)
ad-subtitle: TYRES, EXTRAS, BENZINE & OILS. xyxy=(154,486,268,495)
ad-heading: [A CARD.] KENNY AND SONS. xyxy=(289,171,410,182)
article-text: "The usual monthly statement of finance shows receipts to the credit of the District Fund account amounting to £1091 12s 9d, and expenditure £1241 18s 1 expenditure on the Street Improvements Loan account £286 15s 3d; on Domain Improvements Loan account £227 4s; and on Sewerage Loan account (interest and bank charges) £158 16s. xyxy=(699,378,830,458)
article-heading: LOCAL AND GENERAL. xyxy=(439,900,536,911)
article-text: "This means an increase of 1/4d in the £ on the total rates struck for the last two years, which is the increase required to meet the additional interest required on the first instalment of the sewerage loan. A reduction of possible this year in the lighting rate of 3/4d in consequence of accumulated credits; but a financial adjustment loan rate of 1/4d, and a domain improvement loan rate of 1/4d are required to be raised this year. xyxy=(699,1088,830,1186)
article-subheading: WELL-KNOWN PAEROA RESIDENT. xyxy=(569,475,684,484)
article-text: It was decided to support the resolution and to forward it to the Minister for Public Works and Mr H. Poland, M.P., and also to make application for a subsidy on last year's maintenance on the proposed main highways passing through the borough. xyxy=(976,1117,1106,1180)
